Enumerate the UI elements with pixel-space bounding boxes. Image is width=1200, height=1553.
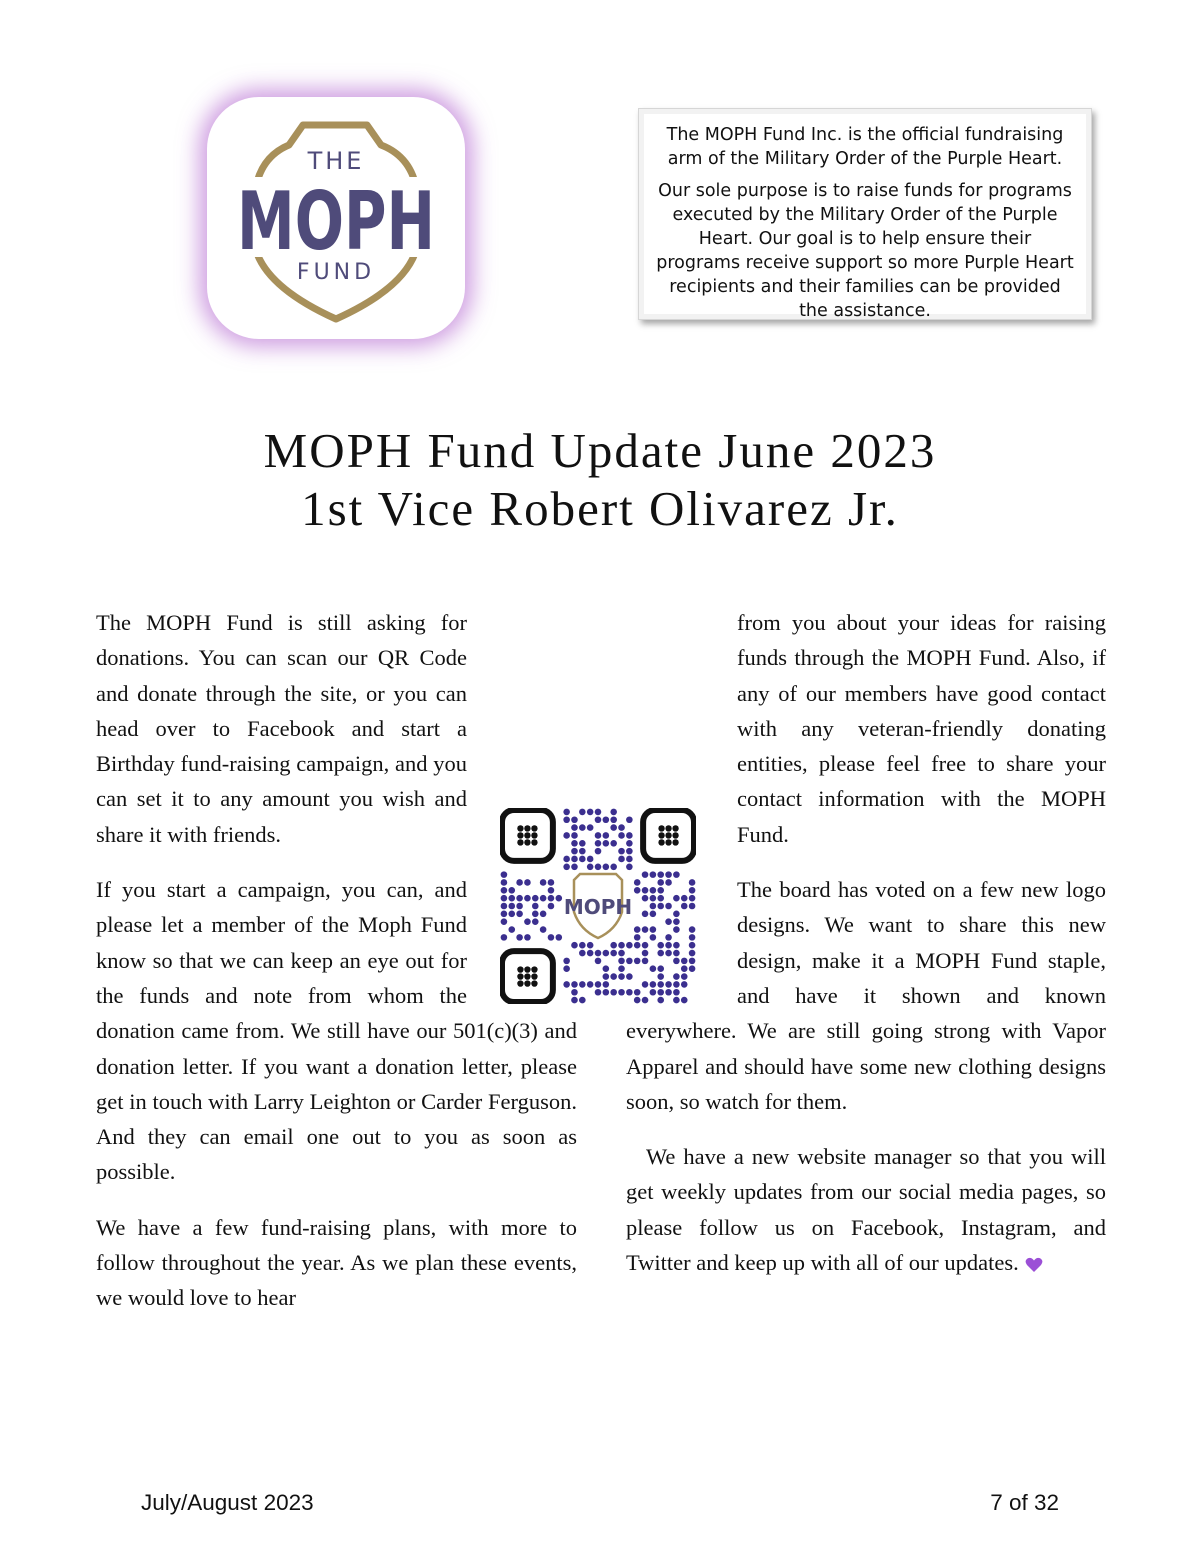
footer-page-number: 7 of 32 (990, 1490, 1059, 1515)
footer-issue: July/August 2023 (141, 1490, 314, 1515)
info-box-line1: The MOPH Fund Inc. is the official fundraising arm of the Military Order of the Purple Heart. (666, 125, 1064, 169)
page-title (0, 422, 1200, 538)
purple-heart-icon (1025, 1257, 1043, 1273)
right-paragraph-3-text: We have a new website manager so that you will get weekly updates from our social media pages, so please follow us on Facebook, Instagram, and Twitter and keep up with all of our updates. (626, 1144, 1106, 1276)
qr-code[interactable] (500, 808, 696, 1004)
logo-moph-text: MOPH (237, 175, 435, 268)
info-box (638, 108, 1092, 320)
right-paragraph-1: from you about your ideas for raising funds through the MOPH Fund. Also, if any of our members have good contact with any veteran-friendly donating entities, please feel free to share your contact information with the MOPH Fund. (737, 610, 1106, 847)
article-right-column (626, 605, 1106, 1300)
right-paragraph-3 (626, 1139, 1106, 1280)
title-line2: 1st Vice Robert Olivarez Jr. (301, 481, 899, 536)
right-paragraph-2: The board has voted on a few new logo designs. We want to share this new design, make it a MOPH Fund staple, and have it shown and known everywhere. We are still going strong with Vapor Apparel and should have some new clothing designs soon, so watch for them. (626, 877, 1106, 1114)
left-paragraph-1: The MOPH Fund is still asking for donations. You can scan our QR Code and donate through the site, or you can head over to Facebook and start a Birthday fund-raising campaign, and you can set it to any amount you wish and share it with friends. (96, 610, 467, 847)
moph-fund-logo (207, 97, 465, 339)
left-paragraph-2: If you start a campaign, you can, and please let a member of the Moph Fund know so that we can keep an eye out for the funds and note from whom the donation came from. We still have our 501(c)(3) and donation letter. If you want a donation letter, please get in touch with Larry Leighton or Carder Ferguson. And they can email one out to you as soon as possible. (96, 877, 577, 1185)
shield-icon (207, 97, 465, 339)
left-paragraph-3: We have a few fund-raising plans, with more to follow throughout the year. As we plan these events, we would love to hear (96, 1214, 577, 1311)
logo-fund-text: FUND (296, 260, 376, 285)
logo-the-text: THE (307, 147, 365, 175)
qr-code-graphic (500, 808, 696, 1004)
qr-center-label: MOPH (563, 895, 633, 919)
info-box-line2: Our sole purpose is to raise funds for programs executed by the Military Order of the Purple Heart. Our goal is to help ensure their programs receive support so more Purple Heart recipients and their families can be provided the assistance. (656, 181, 1074, 321)
title-line1: MOPH Fund Update June 2023 (263, 423, 937, 478)
